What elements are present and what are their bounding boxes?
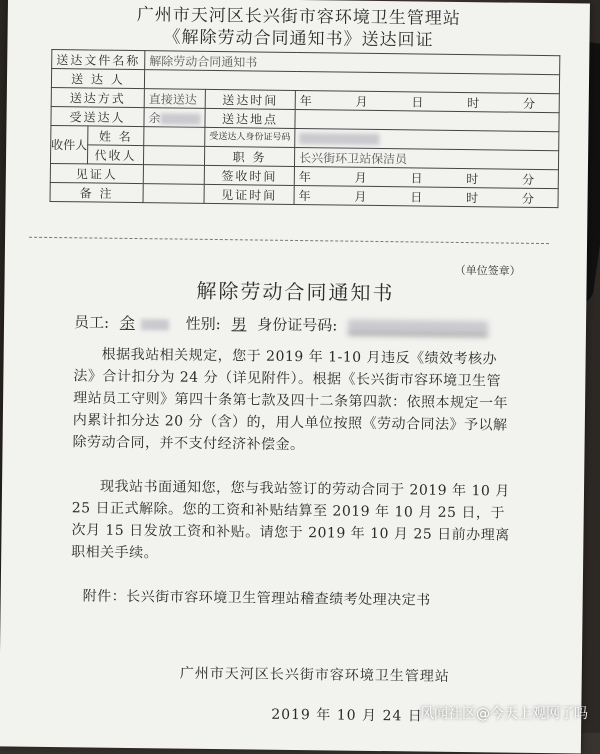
method-label: 送达方式 <box>51 87 144 107</box>
redacted-id <box>299 133 379 145</box>
witness-time-value: 年 月 日 时 分 <box>294 185 558 207</box>
notice-title: 解除劳动合同通知书 <box>196 278 395 306</box>
delivery-receipt-table <box>50 49 561 208</box>
receiver-value <box>144 108 205 128</box>
receiver-id-label: 受送达人身份证号码 <box>205 127 295 147</box>
watermark: 风闻社区@今天上观网了吗 <box>420 706 588 722</box>
header-title-line: 《解除劳动合同通知书》送达回证 <box>163 27 434 51</box>
receiver-label: 受送达人 <box>51 106 144 126</box>
job-value: 长兴街环卫站保洁员 <box>295 147 559 169</box>
proxy-value <box>143 146 204 166</box>
server-label: 送 达 人 <box>51 68 144 88</box>
redacted-block <box>161 113 201 124</box>
method-value: 直接送达 <box>144 89 205 109</box>
notice-paragraph-1: 根据我站相关规定，您于 2019 年 1-10 月违反《绩效考核办法》合计扣分为 24 分（详见附件）。根据《长兴街市容环境卫生管理站员工守则》第四十条第七款及四十二条第四款：依照本规定一年内累计扣分达 20 分（含）的，用人单位按照《劳动合同法》予以解除劳动合同，并不支付经济补偿金。 <box>72 346 509 454</box>
witness-time-label: 见证时间 <box>204 184 294 204</box>
signature-org: 广州市天河区长兴街市容环境卫生管理站 <box>179 665 450 685</box>
receiver-name: 余 <box>148 110 161 125</box>
proxy-label: 代收人 <box>87 145 143 165</box>
notice-paragraph-2: 现我站书面通知您，您与我站签订的劳动合同于 2019 年 10 月 25 日正式解除。您的工资和补贴结算至 2019 年 10 月 25 日，于次月 15 日发放工资和补贴。请您于 2019 年 10 月 25 日前办理离职相关手续。 <box>71 478 510 562</box>
receiver-side-label: 收件人 <box>50 125 87 163</box>
name-label: 姓 名 <box>88 126 144 146</box>
delivery-time-label: 送达时间 <box>205 89 295 109</box>
unit-stamp-note: （单位签章） <box>454 263 521 278</box>
delivery-place-label: 送达地点 <box>205 108 295 128</box>
sign-time-label: 签收时间 <box>204 165 294 185</box>
redacted-name <box>141 319 169 330</box>
header-org-line: 广州市天河区长兴街市容环境卫生管理站 <box>136 5 461 29</box>
document-header <box>7 2 589 53</box>
note-label: 备 注 <box>50 182 143 202</box>
employee-info-line <box>74 311 494 337</box>
doc-name-label: 送达文件名称 <box>52 49 145 69</box>
employee-name <box>120 314 175 333</box>
job-label: 职 务 <box>205 146 295 166</box>
gender-value: 男 <box>231 315 247 334</box>
attachment-line: 附件：长兴街市容环境卫生管理站稽查绩考处理决定书 <box>82 588 431 609</box>
note-value <box>143 184 204 204</box>
witness-label: 见证人 <box>50 163 143 183</box>
sign-time-value: 年 月 日 时 分 <box>294 166 558 188</box>
signature-date: 2019 年 10 月 24 日 <box>271 706 423 725</box>
witness-value <box>143 165 204 185</box>
employee-name-text: 余 <box>119 313 136 333</box>
doc-name-value: 解除劳动合同通知书 <box>145 51 560 75</box>
id-number-label: 身份证号码: <box>257 315 338 335</box>
cut-line <box>29 237 549 244</box>
name-value <box>144 127 205 147</box>
redacted-id-number <box>348 319 488 336</box>
delivery-time-value: 年 月 日 时 分 <box>295 90 559 112</box>
gender-label: 性别: <box>185 314 221 334</box>
employee-label: 员工: <box>73 313 110 332</box>
